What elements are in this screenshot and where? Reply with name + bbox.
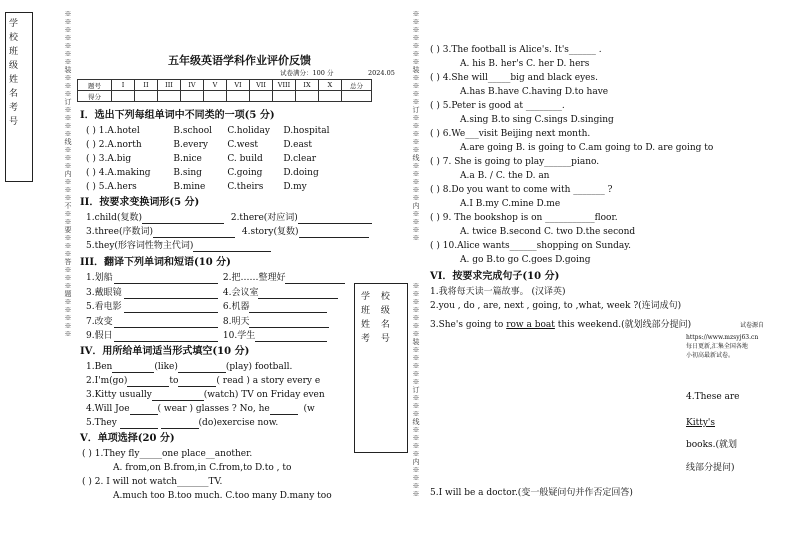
option-c: C. build [227,154,263,164]
section-2-title: II．按要求变换词形(5 分) [80,197,200,208]
s4-text: (w [303,404,315,414]
s4-text: (watch) TV on Friday even [203,390,325,400]
s1-row [86,140,312,151]
s2-item-label: 1.child(复数) [86,213,142,223]
answer-blank[interactable] [130,406,158,415]
question-text: 6.We___visit Beijing next month. [442,129,591,139]
q-number: 3. [98,154,108,164]
answer-paren[interactable]: ( ) [430,45,440,55]
score-input-cell[interactable] [112,91,135,102]
answer-blank[interactable] [112,364,154,373]
s4-row [86,404,315,415]
s4-text: ( read ) a story every e [216,376,321,386]
mc-options: A.are going B. is going to C.am going to D. are going to [460,143,714,153]
binder-exam-number: 考 号 [361,334,394,344]
mc-question [430,73,598,84]
s6-question-4-end: 线部分提问) [686,463,735,473]
score-input-cell[interactable] [204,91,227,102]
mc-question [430,157,599,168]
s3-item-label: 9.假日 [86,331,113,341]
s4-row [86,362,292,373]
score-table [77,79,372,102]
mc-options: A.much too B.too much. C.too many D.many too [113,491,332,501]
s2-item-label: 5.they(形容词性物主代词) [86,241,194,251]
option-d: D.doing [283,168,319,178]
score-table-cell: X [319,80,342,91]
answer-blank[interactable] [114,275,218,284]
question-text: 9. The bookshop is on ___________floor. [442,213,618,223]
answer-blank[interactable] [249,304,327,313]
s3-item-label: 4.会议室 [222,288,259,298]
answer-paren[interactable]: ( ) [430,157,440,167]
answer-paren[interactable]: ( ) [86,168,96,178]
binder-info-box-middle [354,283,408,453]
score-input-cell[interactable] [250,91,273,102]
answer-paren[interactable]: ( ) [86,126,96,136]
option-b: B.school [173,126,213,136]
answer-blank[interactable] [142,215,224,224]
score-table-cell: II [135,80,158,91]
answer-blank[interactable] [299,229,369,238]
answer-blank[interactable] [124,304,218,313]
question-text: 4.She will_____big and black eyes. [442,73,598,83]
option-b: B.nice [173,154,202,164]
question-text: 3.The football is Alice's. It's______ . [442,45,602,55]
score-table-cell: III [158,80,181,91]
s6-question-4-start: 4.These are [686,392,740,402]
mc-options: A. go B.to go C.goes D.going [460,255,591,265]
binder-school: 学 校 [9,19,23,43]
question-text: 10.Alice wants______shopping on Sunday. [442,241,632,251]
mc-question [430,101,565,112]
option-c: C.west [227,140,259,150]
option-c: C.theirs [227,182,264,192]
question-text: this weekend.(就划线部分提问) [554,320,692,330]
s3-item-label: 10.学生 [222,331,256,341]
s3-row [86,317,329,328]
section-6-title: VI．按要求完成句子(10 分) [430,271,560,282]
mc-options: A. his B. her's C. her D. hers [460,59,590,69]
answer-blank[interactable] [127,378,169,387]
answer-blank[interactable] [153,229,235,238]
question-text: 8.Do you want to come with _______ ? [442,185,613,195]
answer-paren[interactable]: ( ) [430,101,440,111]
mc-question [430,45,602,56]
answer-blank[interactable] [270,406,298,415]
score-input-cell[interactable] [273,91,296,102]
mc-options: A. twice B.second C. two D.the second [460,227,636,237]
s1-row [86,182,307,193]
s3-row [86,273,345,284]
score-input-cell[interactable] [158,91,181,102]
s6-question-1: 1.我将每天读一篇故事。 (汉译英) [430,287,566,297]
option-c: C.going [227,168,263,178]
score-table-cell: IX [296,80,319,91]
option-a: A.making [107,168,151,178]
answer-blank[interactable] [193,243,271,252]
answer-paren[interactable]: ( ) [430,213,440,223]
exam-date: 2024.05 [368,69,395,77]
mc-question [430,241,631,252]
s1-row [86,126,329,137]
s1-row [86,154,316,165]
binding-line-middle: ※※※※※※※装※※※※※订※※※线※※※※内※※※※ [412,282,420,498]
binder-school: 学 校 [361,292,394,302]
option-b: B.sing [173,168,202,178]
binder-name: 姓 名 [361,320,394,330]
answer-blank[interactable] [298,215,372,224]
s1-row [86,168,319,179]
full-score: 试卷满分：100 分 [280,69,334,77]
score-table-cell: I [112,80,135,91]
section-4-title: IV．用所给单词适当形式填空(10 分) [80,346,250,357]
s4-text: 4.Will Joe [86,404,130,414]
s4-text: (do)exercise now. [198,418,279,428]
score-table-cell: V [204,80,227,91]
score-table-cell: 题号 [78,80,112,91]
question-text: 7. She is going to play______piano. [442,157,600,167]
s3-item-label: 8.明天 [222,317,250,327]
score-table-cell: VI [227,80,250,91]
answer-blank[interactable] [178,364,226,373]
s6-question-2: 2.you , do , are, next , going, to ,what, week ?(连词成句) [430,301,682,311]
option-b: B.every [173,140,208,150]
score-table-cell: VIII [273,80,296,91]
s3-item-label: 2.把……整理好 [222,273,286,283]
option-a: A.hers [107,182,137,192]
s4-row [86,376,320,387]
binding-line-left: ※※※※※※※装※※※订※※※※线※※※内※※※不※※要※※※答※※※题※※※※※ [64,10,72,338]
question-text: 2. I will not watch_______TV. [94,477,223,487]
section-5-title: V．单项选择(20 分) [80,433,175,444]
option-c: C.holiday [227,126,270,136]
option-a: A.big [107,154,132,164]
answer-blank[interactable] [249,319,329,328]
s2-row [86,213,372,224]
answer-paren[interactable]: ( ) [82,449,92,459]
section-3-title: III．翻译下列单词和短语(10 分) [80,257,231,268]
s2-row [86,227,369,238]
source-note-label: 试卷源自 [740,322,765,329]
question-text: 3.She's going to [430,320,507,330]
mc-question [430,129,590,140]
answer-blank[interactable] [178,378,216,387]
mc-question [430,185,612,196]
answer-blank[interactable] [114,333,218,342]
answer-blank[interactable] [152,392,204,401]
answer-paren[interactable]: ( ) [430,185,440,195]
answer-blank[interactable] [258,290,338,299]
question-text: 1.They fly_____one place__another. [94,449,253,459]
underlined-phrase: Kitty's [686,418,716,428]
mc-options: A.I B.my C.mine D.me [460,199,561,209]
source-note: https://www.mzsyj63.cn 每日更新,汇集全国各地小初高最新试卷。 [686,334,759,359]
answer-paren[interactable]: ( ) [86,140,96,150]
s4-row [86,418,278,429]
answer-blank[interactable] [124,290,218,299]
answer-blank[interactable] [120,420,158,429]
s3-item-label: 7.改变 [86,317,113,327]
score-table-cell: 总分 [342,80,372,91]
option-d: D.clear [283,154,317,164]
mc-options: A.sing B.to sing C.sings D.singing [460,115,614,125]
answer-paren[interactable]: ( ) [430,73,440,83]
q-number: 5. [98,182,108,192]
binding-line-middle-upper: ※※※※※※※装※※※※订※※※※※线※※※※※内※※※※ [412,10,420,242]
score-table-cell: IV [181,80,204,91]
answer-blank[interactable] [255,333,327,342]
answer-blank[interactable] [161,420,199,429]
s2-item-label: 4.story(复数) [241,227,299,237]
s3-row [86,331,327,342]
score-input-cell[interactable] [296,91,319,102]
s3-item-label: 1.划船 [86,273,113,283]
s6-question-3 [430,320,691,331]
answer-paren[interactable]: ( ) [86,182,96,192]
score-input-cell[interactable] [342,91,372,102]
mc-question [82,449,252,460]
page-title: 五年级英语学科作业评价反馈 [168,54,311,67]
q-number: 4. [98,168,108,178]
score-table-cell: 得分 [78,91,112,102]
answer-paren[interactable]: ( ) [430,129,440,139]
s4-text: to [169,376,179,386]
answer-blank[interactable] [114,319,218,328]
answer-blank[interactable] [285,275,345,284]
binder-class: 班 级 [9,47,23,71]
score-table-cell: VII [250,80,273,91]
s3-row [86,302,327,313]
s3-item-label: 3.戴眼镜 [86,288,122,298]
mc-options: A.has B.have C.having D.to have [460,87,609,97]
mc-question [430,213,618,224]
s2-item-label: 3.three(序数词) [86,227,153,237]
s4-text: ( wear ) glasses ? No, he [157,404,270,414]
s3-item-label: 5.看电影 [86,302,122,312]
s3-item-label: 6.机器 [222,302,250,312]
binder-name: 姓 名 [9,75,23,99]
answer-paren[interactable]: ( ) [430,241,440,251]
option-d: D.hospital [283,126,330,136]
s6-question-4-mid: books.(就划 [686,440,738,450]
s4-text: (like) [154,362,178,372]
s4-text: 2.I'm(go) [86,376,128,386]
option-d: D.my [283,182,307,192]
answer-paren[interactable]: ( ) [82,477,92,487]
section-1-title: I．选出下列每组单词中不同类的一项(5 分) [80,110,275,121]
binder-exam-number: 考 号 [9,103,23,127]
s4-row [86,390,325,401]
s4-text: 5.They [86,418,117,428]
score-input-cell[interactable] [319,91,342,102]
mc-options: A.a B. / C. the D. an [460,171,550,181]
s6-question-5: 5.I will be a doctor.(变一般疑问句并作否定回答) [430,488,633,498]
s2-item-label: 2.there(对应词) [230,213,298,223]
option-a: A.hotel [107,126,140,136]
score-input-cell[interactable] [181,91,204,102]
s2-row [86,241,271,252]
mc-question [82,477,222,488]
s4-text: 1.Ben [86,362,113,372]
mc-options: A. from,on B.from,in C.from,to D.to , to [113,463,292,473]
binder-info-box-left [5,12,33,182]
question-text: 5.Peter is good at ________. [442,101,565,111]
option-a: A.north [107,140,142,150]
s3-row [86,288,338,299]
s4-text: (play) football. [225,362,293,372]
q-number: 1. [98,126,108,136]
answer-paren[interactable]: ( ) [86,154,96,164]
s4-text: 3.Kitty usually [86,390,152,400]
q-number: 2. [98,140,108,150]
binder-class: 班 级 [361,306,394,316]
option-d: D.east [283,140,313,150]
score-input-cell[interactable] [227,91,250,102]
underlined-phrase: row a boat [506,320,555,330]
score-input-cell[interactable] [135,91,158,102]
option-b: B.mine [173,182,206,192]
